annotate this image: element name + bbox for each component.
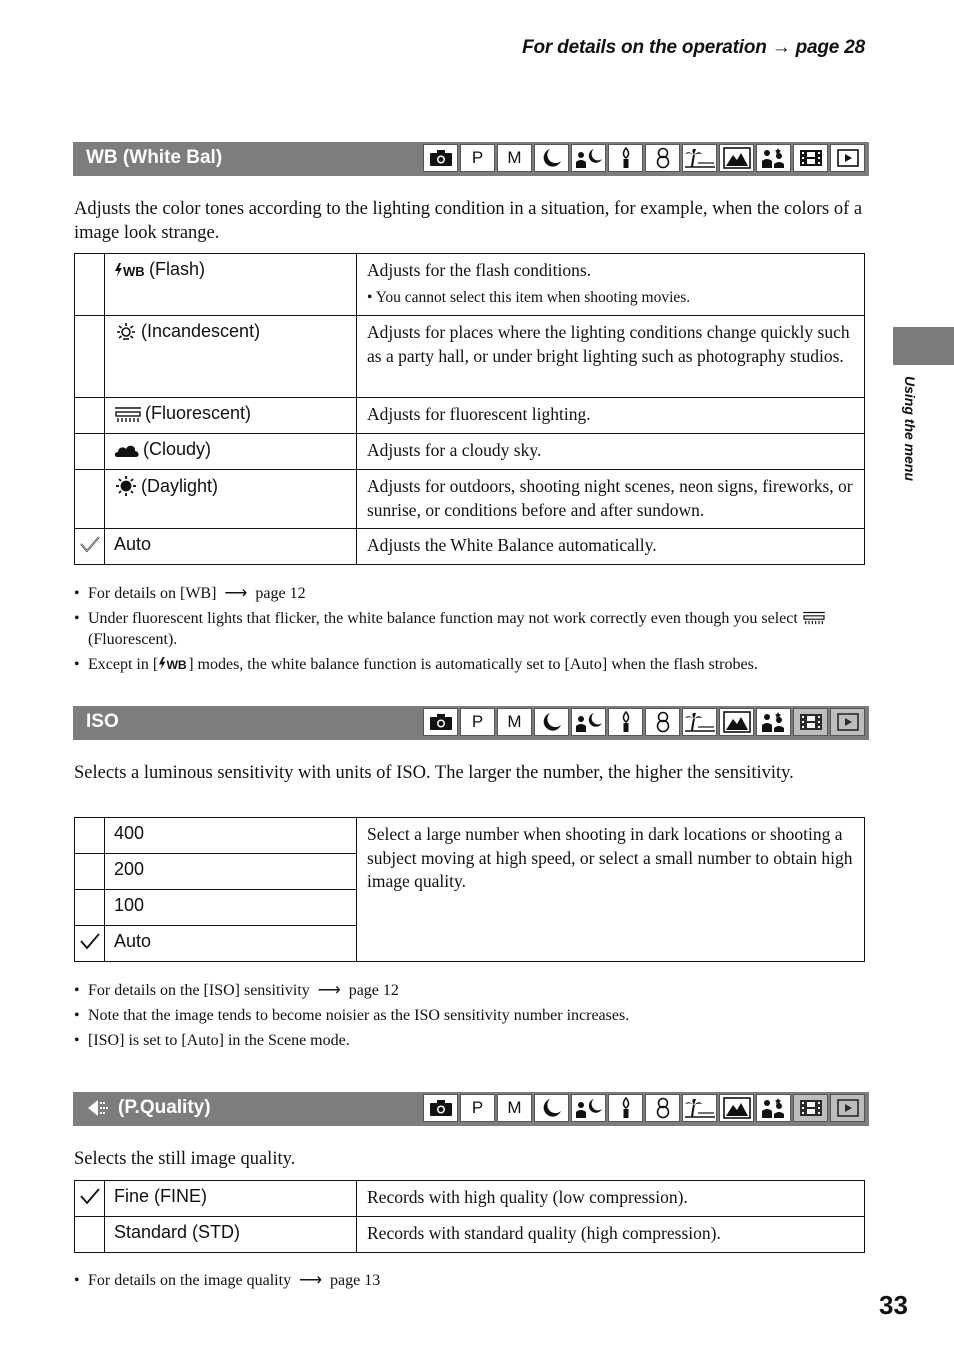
soft-snap-icon [645, 1094, 680, 1122]
twilight-portrait-icon [571, 708, 606, 736]
note-text: (Fluorescent). [88, 631, 178, 648]
quality-intro: Selects the still image quality. [74, 1149, 296, 1169]
note-item: • Note that the image tends to become noisier as the ISO sensitivity number increases. [74, 1007, 630, 1024]
program-mode-icon: P [460, 708, 495, 736]
candle-icon [608, 708, 643, 736]
option-description: Adjusts the White Balance automatically. [357, 529, 865, 565]
table-row [75, 1217, 865, 1253]
wb-option-auto: Auto [105, 529, 357, 565]
option-label: (Flash) [149, 259, 206, 279]
note-item: • Under fluorescent lights that flicker, the white balance function may not work correctly even though you select (Fluorescent). [74, 608, 864, 650]
check-cell [75, 1181, 105, 1217]
high-sensitivity-icon [756, 708, 791, 736]
svg-text:WB: WB [166, 658, 187, 671]
playback-icon [830, 708, 865, 736]
option-label: (Daylight) [141, 475, 219, 496]
twilight-portrait-icon [571, 1094, 606, 1122]
table-row [75, 1181, 865, 1217]
cloudy-icon [114, 441, 140, 459]
wb-notes [74, 583, 864, 679]
arrow-icon: ⟶ [317, 982, 341, 999]
manual-mode-icon: M [497, 708, 532, 736]
candle-icon [608, 1094, 643, 1122]
default-check-icon [79, 931, 101, 951]
option-description: Adjusts for outdoors, shooting night scenes, neon signs, fireworks, or sunrise, or conditions before and after sundown. [357, 470, 865, 529]
check-cell [75, 854, 105, 890]
iso-section-title: ISO [86, 711, 119, 732]
check-cell [75, 434, 105, 470]
incandescent-icon [114, 322, 138, 342]
note-item: • Except in [ WB ] modes, the white balance function is automatically set to [Auto] when the flash strobes. [74, 656, 758, 673]
iso-options-table [74, 817, 865, 962]
iso-intro: Selects a luminous sensitivity with units of ISO. The larger the number, the higher the sensitivity. [74, 763, 794, 783]
note-text: Except in [ [88, 656, 159, 673]
subnote-text: You cannot select this item when shooting movies. [375, 288, 691, 306]
quality-options-table [74, 1180, 865, 1253]
flash-wb-icon [158, 656, 188, 671]
movie-icon [793, 708, 828, 736]
option-label: (Cloudy) [143, 439, 212, 459]
iso-description: Select a large number when shooting in dark locations or shooting a subject moving at high speed, or select a small number to obtain high image quality. [357, 818, 865, 962]
table-row [75, 470, 865, 529]
option-description: Adjusts for fluorescent lighting. [357, 398, 865, 434]
camera-icon [423, 144, 458, 172]
check-cell [75, 529, 105, 565]
wb-section-bar [73, 142, 869, 176]
moon-icon [534, 144, 569, 172]
camera-icon [423, 1094, 458, 1122]
high-sensitivity-icon [756, 144, 791, 172]
quality-section-title: (P.Quality) [118, 1097, 211, 1118]
check-cell [75, 1217, 105, 1253]
program-mode-icon: P [460, 1094, 495, 1122]
check-cell [75, 316, 105, 398]
iso-option-auto: Auto [105, 926, 357, 962]
arrow-icon: ⟶ [299, 1272, 323, 1289]
quality-mode-icons [423, 1094, 865, 1122]
quality-section-bar [73, 1092, 869, 1126]
note-item: • [ISO] is set to [Auto] in the Scene mode. [74, 1032, 350, 1049]
option-description: Adjusts for a cloudy sky. [357, 434, 865, 470]
side-tab-label: Using the menu [902, 376, 918, 482]
check-cell [75, 818, 105, 854]
soft-snap-icon [645, 708, 680, 736]
check-cell [75, 398, 105, 434]
wb-section-title: WB (White Bal) [86, 147, 223, 168]
note-text: ] modes, the white balance function is automatically set to [Auto] when the flash strobes. [188, 656, 758, 673]
default-check-icon [79, 534, 101, 554]
camera-icon [423, 708, 458, 736]
fluorescent-icon [802, 610, 826, 625]
check-cell [75, 890, 105, 926]
page-ref: page 12 [255, 585, 306, 602]
manual-mode-icon: M [497, 1094, 532, 1122]
table-row [75, 254, 865, 316]
landscape-icon [719, 708, 754, 736]
table-row [75, 316, 865, 398]
program-mode-icon: P [460, 144, 495, 172]
note-text: Under fluorescent lights that flicker, the white balance function may not work correctly even though you select [88, 610, 798, 627]
option-description: Adjusts for the flash conditions. [367, 260, 592, 280]
playback-icon [830, 1094, 865, 1122]
iso-option-200: 200 [105, 854, 357, 890]
movie-icon [793, 1094, 828, 1122]
option-description: Adjusts for places where the lighting conditions change quickly such as a party hall, or under bright lighting such as photography studios. [357, 316, 865, 398]
quality-option-fine: Fine (FINE) [105, 1181, 357, 1217]
movie-icon [793, 144, 828, 172]
note-text: For details on [WB] [88, 585, 217, 602]
default-check-icon [79, 1186, 101, 1206]
twilight-portrait-icon [571, 144, 606, 172]
page-ref: page 12 [348, 982, 399, 999]
iso-mode-icons [423, 708, 865, 736]
option-subnote: • You cannot select this item when shooting movies. [367, 288, 691, 306]
high-sensitivity-icon [756, 1094, 791, 1122]
iso-notes [74, 980, 864, 1055]
table-row [75, 818, 865, 854]
daylight-icon [114, 475, 138, 497]
quality-section-title-wrap [86, 1097, 211, 1119]
note-item: • For details on the [ISO] sensitivity ⟶ page 12 [74, 982, 399, 999]
arrow-icon: ⟶ [224, 585, 248, 602]
note-text: Note that the image tends to become noisier as the ISO sensitivity number increases. [88, 1007, 630, 1024]
iso-option-100: 100 [105, 890, 357, 926]
wb-option-daylight [105, 470, 357, 529]
wb-option-incandescent [105, 316, 357, 398]
candle-icon [608, 144, 643, 172]
beach-icon [682, 708, 717, 736]
landscape-icon [719, 1094, 754, 1122]
fluorescent-icon [114, 405, 142, 423]
table-row [75, 398, 865, 434]
wb-option-cloudy [105, 434, 357, 470]
option-description: Records with standard quality (high compression). [357, 1217, 865, 1253]
wb-intro: Adjusts the color tones according to the lighting condition in a situation, for example, when the colors of a image look strange. [74, 199, 863, 243]
moon-icon [534, 708, 569, 736]
soft-snap-icon [645, 144, 680, 172]
check-cell [75, 470, 105, 529]
beach-icon [682, 144, 717, 172]
quality-notes [74, 1270, 864, 1295]
note-item: • For details on the image quality ⟶ page 13 [74, 1272, 381, 1289]
table-row [75, 529, 865, 565]
check-cell [75, 254, 105, 316]
wb-options-table [74, 253, 865, 565]
option-label: (Incandescent) [141, 321, 261, 341]
moon-icon [534, 1094, 569, 1122]
page-number: 33 [879, 1290, 908, 1320]
option-label: (Fluorescent) [145, 403, 252, 423]
option-description: Records with high quality (low compression). [357, 1181, 865, 1217]
iso-section-bar [73, 706, 869, 740]
page-ref: page 13 [330, 1272, 381, 1289]
wb-option-fluorescent [105, 398, 357, 434]
wb-mode-icons [423, 144, 865, 172]
note-text: For details on the [ISO] sensitivity [88, 982, 310, 999]
check-cell [75, 926, 105, 962]
landscape-icon [719, 144, 754, 172]
svg-text:WB: WB [123, 263, 145, 278]
beach-icon [682, 1094, 717, 1122]
image-quality-icon [86, 1098, 112, 1118]
iso-option-400: 400 [105, 818, 357, 854]
note-text: For details on the image quality [88, 1272, 292, 1289]
quality-option-standard: Standard (STD) [105, 1217, 357, 1253]
note-item: • For details on [WB] ⟶ page 12 [74, 585, 306, 602]
table-row [75, 434, 865, 470]
note-text: [ISO] is set to [Auto] in the Scene mode. [88, 1032, 350, 1049]
wb-option-flash [105, 254, 357, 316]
page-header: For details on the operation → page 28 [522, 37, 865, 58]
playback-icon [830, 144, 865, 172]
side-tab-marker [893, 327, 954, 365]
manual-mode-icon: M [497, 144, 532, 172]
flash-wb-icon [114, 262, 146, 278]
